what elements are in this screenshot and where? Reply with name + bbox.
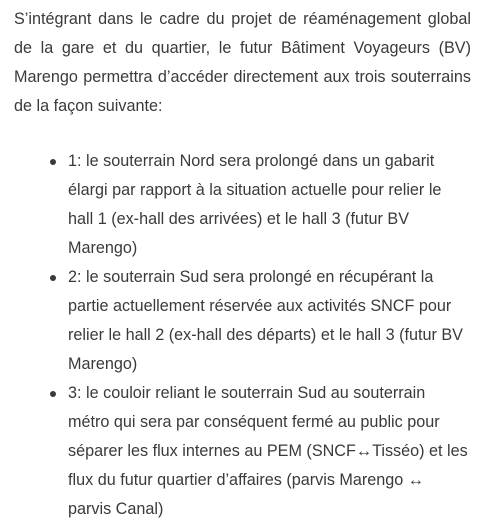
bullet-icon — [50, 275, 56, 281]
list-item-text: 3: le couloir reliant le souterrain Sud au souterrain métro qui sera par conséquent fermé au public pour séparer les flux internes au PEM (SNCF↔Tisséo) et les flux du futur quartier d’affaires (parvis Marengo ↔ parvis Canal) — [68, 384, 468, 518]
bullet-icon — [50, 159, 56, 165]
access-list — [14, 147, 471, 524]
intro-paragraph: S’intégrant dans le cadre du projet de réaménagement global de la gare et du quartier, le futur Bâtiment Voyageurs (BV) Marengo permettra d’accéder directement aux trois souterrains de la façon suivante: — [14, 10, 471, 115]
list-item — [48, 147, 471, 263]
list-item — [48, 379, 471, 524]
list-item-text: 2: le souterrain Sud sera prolongé en récupérant la partie actuellement réservée aux activités SNCF pour relier le hall 2 (ex-hall des départs) et le hall 3 (futur BV Marengo) — [68, 268, 463, 373]
bullet-icon — [50, 391, 56, 397]
list-item — [48, 263, 471, 379]
list-item-text: 1: le souterrain Nord sera prolongé dans un gabarit élargi par rapport à la situation actuelle pour relier le hall 1 (ex-hall des arrivées) et le hall 3 (futur BV Marengo) — [68, 152, 442, 257]
